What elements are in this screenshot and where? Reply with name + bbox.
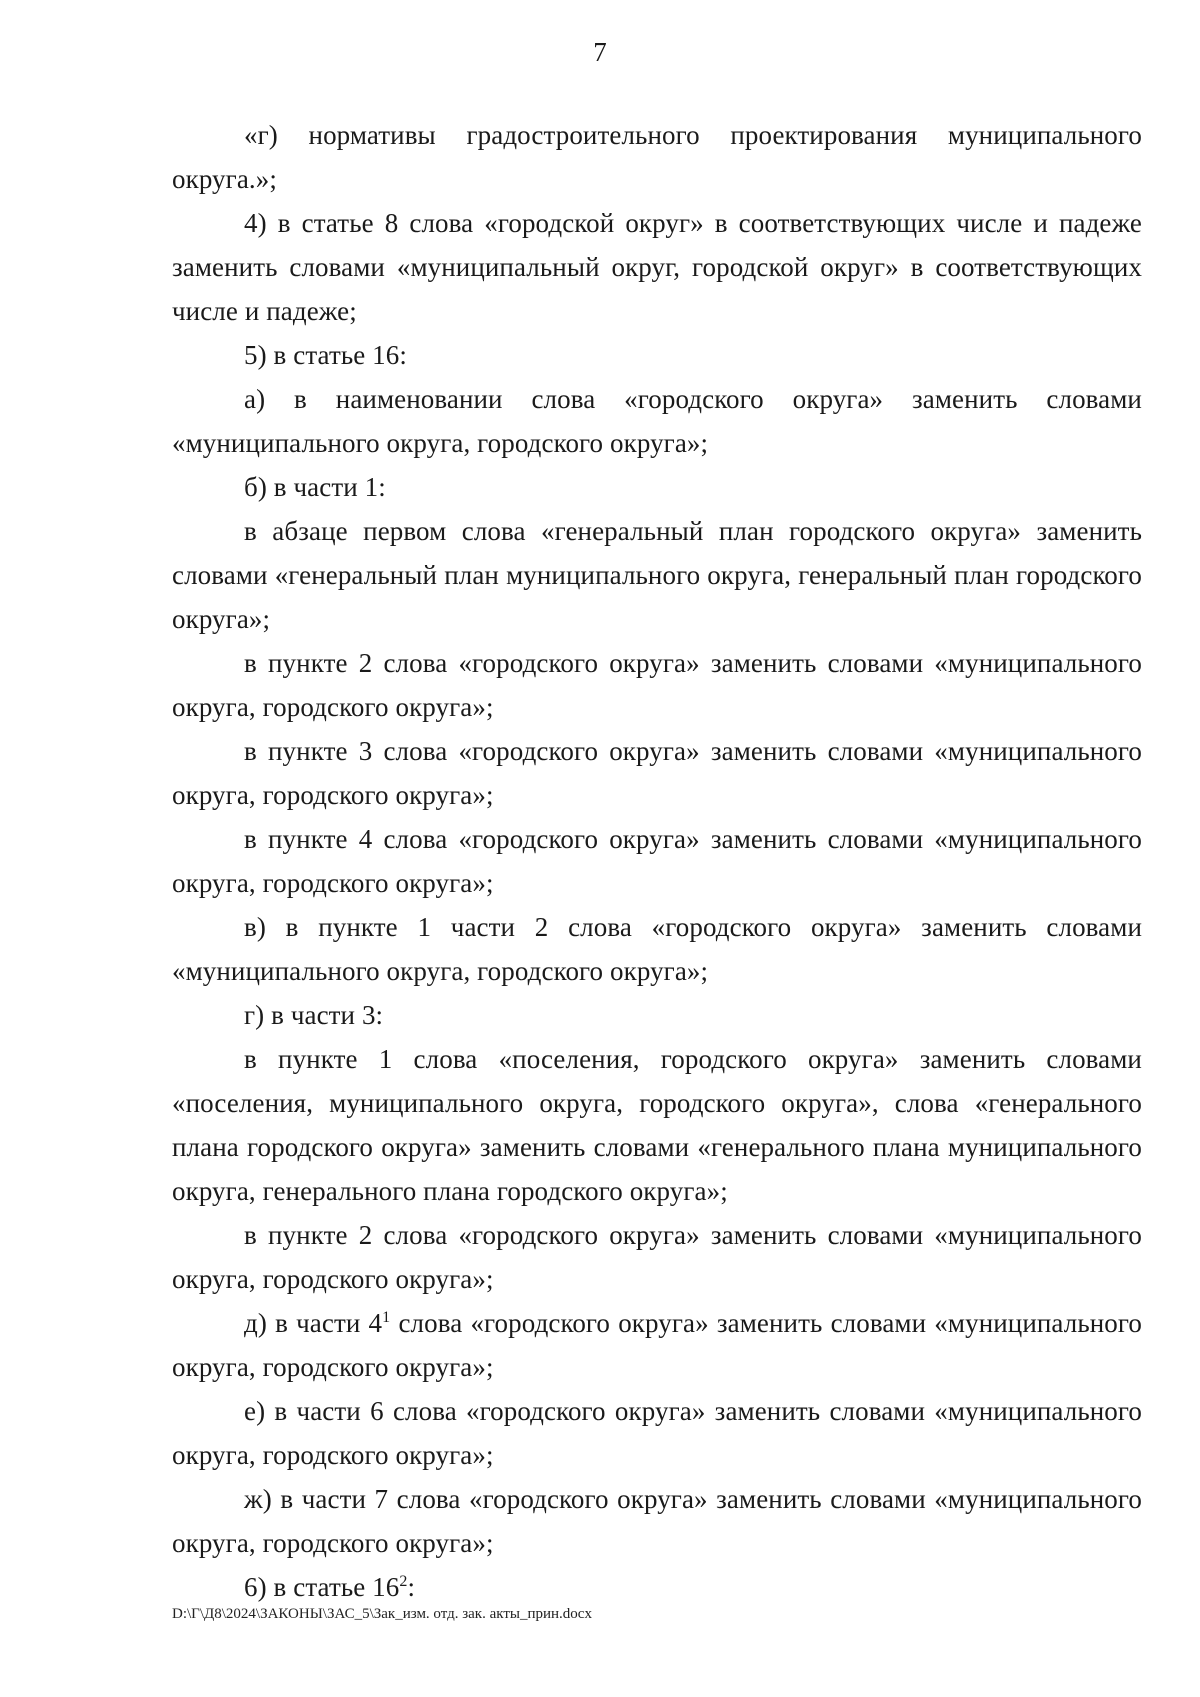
paragraph-6-before: 6) в статье 16 (244, 1572, 400, 1602)
paragraph: а) в наименовании слова «городского округа» заменить словами «муниципального округа, городского округа»; (172, 384, 1142, 458)
paragraph: 4) в статье 8 слова «городской округ» в соответствующих числе и падеже заменить словами «муниципальный округ, городской округ» в соответствующих числе и падеже; (172, 208, 1142, 326)
footer-file-path: D:\Г\Д8\2024\ЗАКОНЫ\ЗАС_5\Зак_изм. отд. зак. акты_прин.docx (172, 1606, 592, 1622)
superscript: 1 (382, 1309, 391, 1326)
paragraph: в пункте 3 слова «городского округа» заменить словами «муниципального округа, городского округа»; (172, 736, 1142, 810)
paragraph-6 (172, 1565, 1142, 1609)
paragraph: е) в части 6 слова «городского округа» заменить словами «муниципального округа, городского округа»; (172, 1396, 1142, 1470)
paragraph: г) в части 3: (244, 1000, 384, 1030)
paragraph: б) в части 1: (244, 472, 386, 502)
document-body (172, 113, 1142, 1609)
paragraph: ж) в части 7 слова «городского округа» заменить словами «муниципального округа, городского округа»; (172, 1484, 1142, 1558)
superscript: 2 (399, 1573, 408, 1590)
paragraph: 5) в статье 16: (244, 340, 407, 370)
paragraph: в абзаце первом слова «генеральный план городского округа» заменить словами «генеральный план муниципального округа, генеральный план городского округа»; (172, 516, 1142, 634)
paragraph-d-after: слова «городского округа» заменить словами «муниципального округа, городского округа»; (172, 1308, 1142, 1382)
paragraph: в пункте 4 слова «городского округа» заменить словами «муниципального округа, городского округа»; (172, 824, 1142, 898)
paragraph: в пункте 2 слова «городского округа» заменить словами «муниципального округа, городского округа»; (172, 1220, 1142, 1294)
paragraph-6-after: : (407, 1572, 416, 1602)
paragraph: в пункте 1 слова «поселения, городского округа» заменить словами «поселения, муниципального округа, городского округа», слова «генерального плана городского округа» заменить словами «генерального плана муниципального округа, генерального плана городского округа»; (172, 1044, 1142, 1206)
paragraph: «г) нормативы градостроительного проектирования муниципального округа.»; (172, 120, 1142, 194)
paragraph: в пункте 2 слова «городского округа» заменить словами «муниципального округа, городского округа»; (172, 648, 1142, 722)
paragraph: в) в пункте 1 части 2 слова «городского округа» заменить словами «муниципального округа, городского округа»; (172, 912, 1142, 986)
paragraph-d (172, 1301, 1142, 1389)
paragraph-d-before: д) в части 4 (244, 1308, 383, 1338)
page-number: 7 (593, 37, 607, 67)
